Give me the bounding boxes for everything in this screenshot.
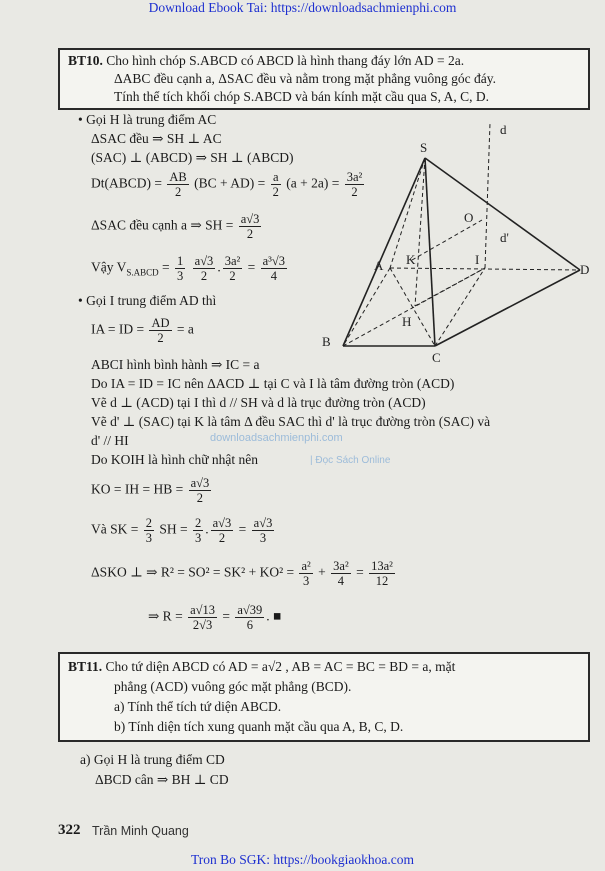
label-d: d — [500, 122, 507, 137]
bt10-line1: Cho hình chóp S.ABCD có ABCD là hình thang đáy lớn AD = 2a. — [106, 53, 465, 68]
sol10-r-formula: ⇒ R = $\frac{a√13}{2√3}$ = $\frac{a√39}{6}$ . ■ — [148, 603, 282, 632]
label-d-prime: d' — [500, 230, 509, 245]
label-s: S — [420, 140, 428, 155]
bt11-label: BT11. — [68, 659, 103, 674]
watermark-text: downloadsachmienphi.com — [210, 432, 343, 444]
bt11-line3: a) Tính thể tích tứ diện ABCD. — [114, 699, 282, 714]
sol10-line7: • Gọi I trung điểm AD thì — [78, 293, 217, 308]
edge-sd — [425, 158, 580, 270]
sol10-sh-formula: ΔSAC đều cạnh a ⇒ SH = $\frac{a√3}{2}$ — [91, 212, 260, 241]
sol10-line14: Do KOIH là hình chữ nhật nên — [91, 452, 259, 467]
segment-bi — [343, 268, 485, 346]
author-name: Trần Minh Quang — [92, 824, 189, 838]
bt10-line3: Tính thể tích khối chóp S.ABCD và bán kính mặt cầu qua S, A, C, D. — [114, 89, 489, 104]
sol10-sko-formula: ΔSKO ⊥ ⇒ R² = SO² = SK² + KO² = $\frac{\text{a²}}{3}$ + $\frac{\text{3a²}}{4}$ = $\frac{\text{13a²}}{12}$ — [91, 559, 393, 588]
label-h: H — [402, 314, 412, 329]
segment-ci — [435, 268, 485, 346]
sol10-line11: Vẽ d ⊥ (ACD) tại I thì d // SH và d là trục đường tròn (ACD) — [91, 395, 426, 410]
bt10-line2: ΔABC đều cạnh a, ΔSAC đều và nằm trong mặt phẳng vuông góc đáy. — [114, 71, 497, 86]
bottom-link[interactable]: Tron Bo SGK: https://bookgiaokhoa.com — [190, 852, 414, 867]
sol10-volume-formula: Vậy $V_{S.ABCD}$ = $\frac{1}{3}$ $\frac{a√3}{2}$ . $\frac{\text{3a²}}{2}$ = $\frac{\text{a³√3}}{4}$ — [91, 254, 286, 283]
bt11-line1: Cho tứ diện ABCD có AD = a√2 , AB = AC = BC = BD = a, mặt — [105, 659, 456, 674]
label-b: B — [322, 334, 331, 349]
bt10-label: BT10. — [68, 53, 103, 68]
label-k: K — [406, 252, 416, 267]
sol11-line1: a) Gọi H là trung điểm CD — [80, 752, 225, 767]
bt11-problem-box — [58, 652, 590, 742]
edge-ac — [390, 268, 435, 346]
label-a: A — [374, 258, 384, 273]
sol10-line12: Vẽ d' ⊥ (SAC) tại K là tâm Δ đều SAC thì d' là trục đường tròn (SAC) và — [91, 414, 491, 429]
watermark-subtext: | Đọc Sách Online — [310, 455, 391, 466]
bt11-line2: phẳng (ACD) vuông góc mặt phẳng (BCD). — [114, 679, 352, 694]
edge-ab — [343, 268, 390, 346]
edge-cd — [435, 270, 580, 346]
top-download-link[interactable]: Download Ebook Tai: https://downloadsachmienphi.com — [148, 0, 457, 15]
label-i: I — [475, 252, 480, 267]
axis-d — [485, 123, 490, 268]
page-number: 322 — [58, 822, 81, 838]
segment-sh — [415, 158, 425, 306]
sol10-area-formula: Dt(ABCD) = $\frac{AB}{2}$ (BC + AD) = $\frac{a}{2}$ (a + 2a) = $\frac{\text{3a²}}{2}$ — [91, 170, 363, 199]
sol10-ko-formula: KO = IH = HB = $\frac{a√3}{2}$ — [91, 476, 210, 505]
sol10-line9: ABCI hình bình hành ⇒ IC = a — [91, 357, 260, 372]
label-c: C — [432, 350, 441, 365]
sol11-line2: ΔBCD cân ⇒ BH ⊥ CD — [95, 772, 229, 787]
sol10-line13: d' // HI — [91, 433, 129, 448]
axis-d-prime — [412, 220, 482, 260]
bt10-problem-box — [58, 48, 590, 110]
label-d-vertex: D — [580, 262, 590, 277]
label-o: O — [464, 210, 474, 225]
sol10-sk-formula: Và SK = $\frac{2}{3}$ SH = $\frac{2}{3}$ . $\frac{a√3}{2}$ = $\frac{a√3}{3}$ — [91, 516, 273, 545]
sol10-line10: Do IA = ID = IC nên ΔACD ⊥ tại C và I là tâm đường tròn (ACD) — [91, 376, 455, 391]
pyramid-figure — [322, 118, 605, 368]
sol10-line2: ΔSAC đều ⇒ SH ⊥ AC — [91, 131, 222, 146]
sol10-line1: • Gọi H là trung điểm AC — [78, 112, 217, 127]
bt11-line4: b) Tính diện tích xung quanh mặt cầu qua A, B, C, D. — [114, 719, 404, 734]
sol10-ia-formula: IA = ID = $\frac{AD}{2}$ = a — [91, 316, 194, 345]
sol10-line3: (SAC) ⊥ (ABCD) ⇒ SH ⊥ (ABCD) — [91, 150, 294, 165]
